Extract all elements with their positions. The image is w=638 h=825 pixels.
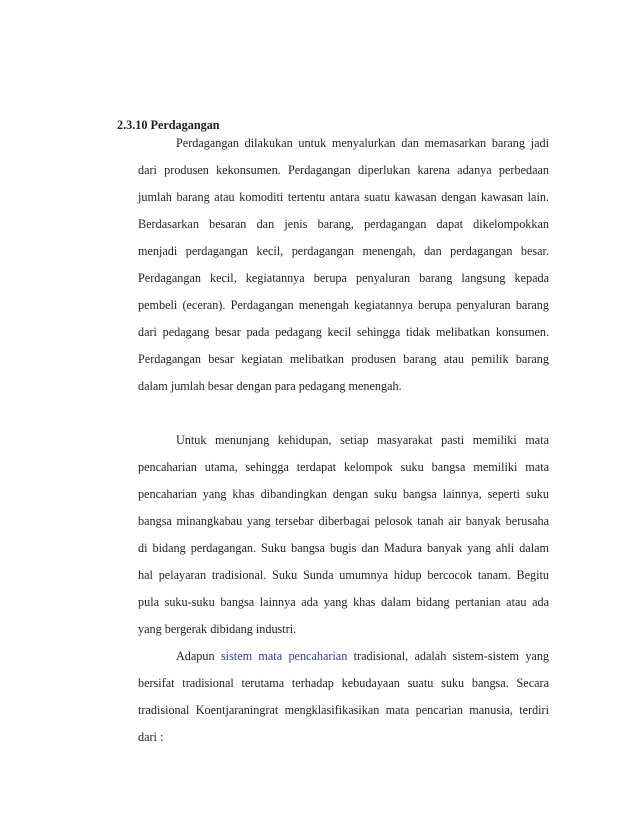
section-heading: 2.3.10 Perdagangan	[117, 118, 220, 132]
paragraph-1-line: dalam jumlah besar dengan para pedagang menengah.	[138, 379, 402, 393]
paragraph-1-line: dari pedagang besar pada pedagang kecil sehingga tidak melibatkan konsumen.	[138, 325, 549, 339]
paragraph-1-line: Perdagangan besar kegiatan melibatkan produsen barang atau pemilik barang	[138, 352, 549, 366]
paragraph-2-line: yang bergerak dibidang industri.	[138, 622, 297, 636]
paragraph-3-line: bersifat tradisional terutama terhadap kebudayaan suatu suku bangsa. Secara	[138, 676, 549, 690]
paragraph-3-lead: Adapun	[176, 649, 215, 663]
paragraph-1-line: Berdasarkan besaran dan jenis barang, perdagangan dapat dikelompokkan	[138, 217, 549, 231]
paragraph-1-line: pembeli (eceran). Perdagangan menengah kegiatannya berupa penyaluran barang	[138, 298, 549, 312]
paragraph-2-line: bangsa minangkabau yang tersebar diberbagai pelosok tanah air banyak berusaha	[138, 514, 549, 528]
paragraph-2-line: hal pelayaran tradisional. Suku Sunda umumnya hidup bercocok tanam. Begitu	[138, 568, 549, 582]
paragraph-3-line: tradisional Koentjaraningrat mengklasifikasikan mata pencarian manusia, terdiri	[138, 703, 549, 717]
paragraph-2-line: pencaharian utama, sehingga terdapat kelompok suku bangsa memiliki mata	[138, 460, 549, 474]
paragraph-3-first-line	[176, 648, 549, 664]
paragraph-1-line: Perdagangan dilakukan untuk menyalurkan dan memasarkan barang jadi	[176, 136, 549, 150]
paragraph-1-line: jumlah barang atau komoditi tertentu antara suatu kawasan dengan kawasan lain.	[138, 190, 549, 204]
paragraph-2-line: Untuk menunjang kehidupan, setiap masyarakat pasti memiliki mata	[176, 433, 549, 447]
paragraph-3-rest: tradisional, adalah sistem-sistem yang	[353, 649, 550, 663]
paragraph-3-line: dari :	[138, 730, 164, 744]
paragraph-2-line: di bidang perdagangan. Suku bangsa bugis dan Madura banyak yang ahli dalam	[138, 541, 549, 555]
paragraph-2-line: pencaharian yang khas dibandingkan dengan suku bangsa lainnya, seperti suku	[138, 487, 549, 501]
paragraph-1-line: Perdagangan kecil, kegiatannya berupa penyaluran barang langsung kepada	[138, 271, 549, 285]
paragraph-1-line: menjadi perdagangan kecil, perdagangan menengah, dan perdagangan besar.	[138, 244, 549, 258]
paragraph-1-line: dari produsen kekonsumen. Perdagangan diperlukan karena adanya perbedaan	[138, 163, 549, 177]
paragraph-2-line: pula suku-suku bangsa lainnya ada yang khas dalam bidang pertanian atau ada	[138, 595, 549, 609]
sistem-mata-pencaharian-link[interactable]: sistem mata pencaharian	[220, 649, 348, 663]
